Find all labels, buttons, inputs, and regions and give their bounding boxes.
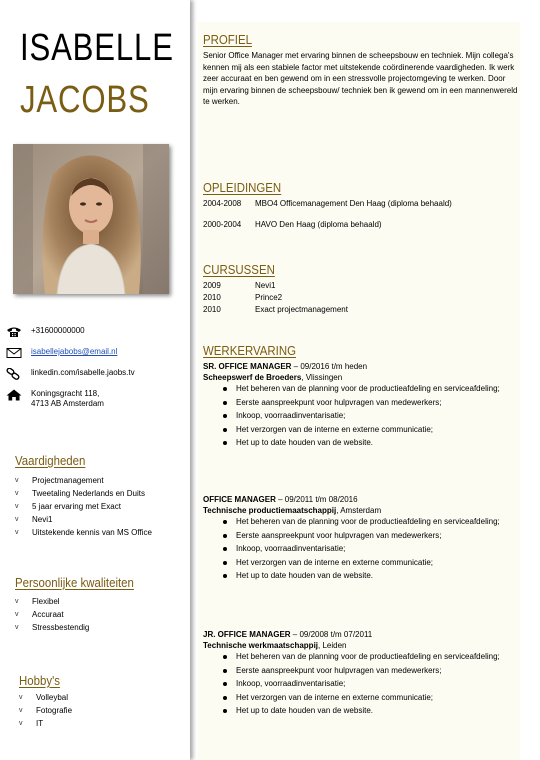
job-title-line — [203, 362, 519, 372]
task-text: Inkoop, voorraadinventarisatie; — [236, 544, 346, 553]
task-list — [203, 652, 519, 717]
qualities-list — [15, 595, 89, 634]
task-text: Eerste aanspreekpunt voor hulpvragen van medewerkers; — [236, 397, 442, 407]
task-list — [203, 517, 519, 582]
company-line — [203, 372, 519, 384]
task-item — [203, 706, 519, 717]
job-title: OFFICE MANAGER — [203, 495, 276, 504]
course-text: Nevi1 — [255, 281, 276, 290]
task-list — [203, 384, 519, 449]
hobbies-item-text: Volleybal — [36, 693, 69, 702]
job-period: – 09/2011 t/m 08/2016 — [275, 495, 358, 504]
job-title-line — [203, 495, 519, 505]
education-text: MBO4 Officemanagement Den Haag (diploma behaald) — [255, 199, 452, 208]
task-text: Het verzorgen van de interne en externe communicatie; — [236, 424, 433, 434]
check-bullet-icon: v — [15, 516, 19, 523]
course-text: Exact projectmanagement — [255, 305, 348, 314]
hobbies-item-text: IT — [36, 719, 44, 728]
linkedin-url[interactable]: linkedin.com/isabelle.jaobs.tv — [31, 368, 135, 377]
bullet-dot — [223, 682, 227, 686]
course-year: 2010 — [203, 293, 221, 302]
skills-item — [15, 487, 152, 500]
course-item — [203, 281, 275, 290]
task-text: Het beheren van de planning voor de productieafdeling en serviceafdeling; — [236, 384, 500, 393]
skills-item — [15, 513, 152, 526]
education-years: 2000-2004 — [203, 220, 242, 229]
bullet-dot — [223, 414, 227, 418]
qualities-item — [15, 595, 89, 608]
task-item — [203, 544, 519, 555]
task-item — [203, 531, 519, 542]
profile-photo — [13, 144, 169, 294]
job-title: JR. OFFICE MANAGER — [203, 630, 291, 639]
bullet-dot — [223, 401, 227, 405]
task-text: Inkoop, voorraadinventarisatie; — [236, 411, 346, 420]
task-text: Het verzorgen van de interne en externe communicatie; — [236, 692, 433, 702]
job-period: – 09/2016 t/m heden — [291, 362, 368, 371]
profile-text: Senior Office Manager met ervaring binnen de scheepsbouw en techniek. Mijn collega's kennen mij als een stabiele factor met uitstekende coördinerende vaardigheden. Ik werk zeer accuraat en ben gewend om in een stressvolle projectomgeving te werken. Door mijn ervaring binnen de scheepsbouw/ techniek ben ik gewend om in een mannenwereld te werken. — [203, 51, 518, 107]
task-text: Het verzorgen van de interne en externe communicatie; — [236, 557, 433, 567]
education-item — [203, 220, 382, 229]
bullet-dot — [223, 709, 227, 713]
job-entry — [203, 630, 519, 720]
company-name: Technische werkmaatschappij — [203, 641, 319, 650]
qualities-item — [15, 608, 89, 621]
task-text: Eerste aanspreekpunt voor hulpvragen van medewerkers; — [236, 530, 442, 540]
task-item — [203, 666, 519, 677]
bullet-dot — [223, 441, 227, 445]
task-item — [203, 438, 519, 449]
course-item — [203, 305, 348, 314]
bullet-dot — [223, 655, 227, 659]
company-name: Technische productiemaatschappij — [203, 506, 337, 515]
hobbies-heading: Hobby's — [19, 673, 60, 688]
qualities-item-text: Stressbestendig — [32, 623, 90, 632]
skills-item-text: Tweetaling Nederlands en Duits — [32, 489, 145, 498]
bullet-dot — [223, 387, 227, 391]
task-item — [203, 384, 519, 395]
task-item — [203, 571, 519, 582]
qualities-heading: Persoonlijke kwaliteiten — [15, 575, 134, 590]
check-bullet-icon: v — [15, 490, 19, 497]
check-bullet-icon: v — [15, 529, 19, 536]
qualities-item — [15, 621, 89, 634]
course-year: 2010 — [203, 305, 221, 314]
last-name: JACOBS — [20, 79, 150, 121]
skills-item-text: Nevi1 — [32, 515, 53, 524]
check-bullet-icon: v — [15, 598, 19, 605]
task-item — [203, 517, 519, 528]
sidebar — [0, 0, 190, 760]
hobbies-item — [19, 691, 72, 704]
bullet-dot — [223, 520, 227, 524]
company-location: , Vlissingen — [301, 373, 343, 382]
bullet-dot — [223, 547, 227, 551]
task-item — [203, 425, 519, 436]
task-text: Het up to date houden van de website. — [236, 438, 373, 447]
check-bullet-icon: v — [15, 477, 19, 484]
task-item — [203, 693, 519, 704]
task-text: Het up to date houden van de website. — [236, 571, 373, 580]
phone-number: +31600000000 — [31, 326, 85, 335]
skills-item-text: 5 jaar ervaring met Exact — [32, 502, 121, 511]
education-heading: OPLEIDINGEN — [203, 180, 282, 195]
skills-heading: Vaardigheden — [15, 453, 86, 468]
bullet-dot — [223, 574, 227, 578]
check-bullet-icon: v — [19, 694, 23, 701]
education-years: 2004-2008 — [203, 199, 242, 208]
home-icon — [6, 389, 22, 401]
company-location: , Leiden — [318, 641, 347, 650]
first-name: ISABELLE — [20, 27, 174, 69]
job-entry — [203, 362, 519, 452]
contact-phone — [6, 326, 188, 336]
job-title: SR. OFFICE MANAGER — [203, 362, 292, 371]
bullet-dot — [223, 534, 227, 538]
education-text: HAVO Den Haag (diploma behaald) — [255, 220, 382, 229]
courses-heading: CURSUSSEN — [203, 262, 275, 277]
contact-address — [6, 389, 188, 409]
chain-link-icon — [6, 368, 22, 380]
task-text: Eerste aanspreekpunt voor hulpvragen van medewerkers; — [236, 665, 442, 675]
task-text: Het up to date houden van de website. — [236, 706, 373, 715]
task-text: Het beheren van de planning voor de productieafdeling en serviceafdeling; — [236, 517, 500, 526]
skills-list — [15, 474, 152, 539]
company-line — [203, 505, 519, 517]
skills-item — [15, 526, 152, 539]
check-bullet-icon: v — [19, 720, 23, 727]
profile-heading: PROFIEL — [203, 32, 252, 47]
address-line-2: 4713 AB Amsterdam — [31, 399, 104, 408]
task-item — [203, 652, 519, 663]
bullet-dot — [223, 561, 227, 565]
course-text: Prince2 — [255, 293, 283, 302]
hobbies-item — [19, 717, 72, 730]
hobbies-item — [19, 704, 72, 717]
skills-item — [15, 474, 152, 487]
email-link[interactable]: isabellejabobs@email.nl — [31, 347, 118, 356]
task-item — [203, 558, 519, 569]
skills-item-text: Projectmanagement — [32, 476, 104, 485]
envelope-icon — [6, 347, 22, 359]
task-item — [203, 679, 519, 690]
hobbies-item-text: Fotografie — [36, 706, 73, 715]
job-period: – 09/2008 t/m 07/2011 — [290, 630, 373, 639]
course-item — [203, 293, 282, 302]
job-entry — [203, 495, 519, 585]
course-year: 2009 — [203, 281, 221, 290]
qualities-item-text: Flexibel — [32, 597, 60, 606]
bullet-dot — [223, 428, 227, 432]
qualities-item-text: Accuraat — [32, 610, 64, 619]
phone-icon — [6, 326, 22, 338]
contact-email — [6, 347, 188, 357]
company-name: Scheepswerf de Broeders — [203, 373, 302, 382]
address-line-1: Koningsgracht 118, — [31, 389, 100, 398]
contact-linkedin — [6, 368, 188, 378]
skills-item — [15, 500, 152, 513]
hobbies-list — [19, 691, 72, 730]
task-item — [203, 398, 519, 409]
check-bullet-icon: v — [19, 707, 23, 714]
experience-heading: WERKERVARING — [203, 343, 297, 358]
task-text: Het beheren van de planning voor de productieafdeling en serviceafdeling; — [236, 652, 500, 661]
company-line — [203, 640, 519, 652]
check-bullet-icon: v — [15, 503, 19, 510]
contact-block — [6, 326, 188, 420]
job-title-line — [203, 630, 519, 640]
task-text: Inkoop, voorraadinventarisatie; — [236, 679, 346, 688]
education-item — [203, 199, 452, 208]
skills-item-text: Uitstekende kennis van MS Office — [32, 528, 152, 537]
company-location: , Amsterdam — [336, 506, 382, 515]
bullet-dot — [223, 669, 227, 673]
check-bullet-icon: v — [15, 624, 19, 631]
bullet-dot — [223, 696, 227, 700]
task-item — [203, 411, 519, 422]
check-bullet-icon: v — [15, 611, 19, 618]
